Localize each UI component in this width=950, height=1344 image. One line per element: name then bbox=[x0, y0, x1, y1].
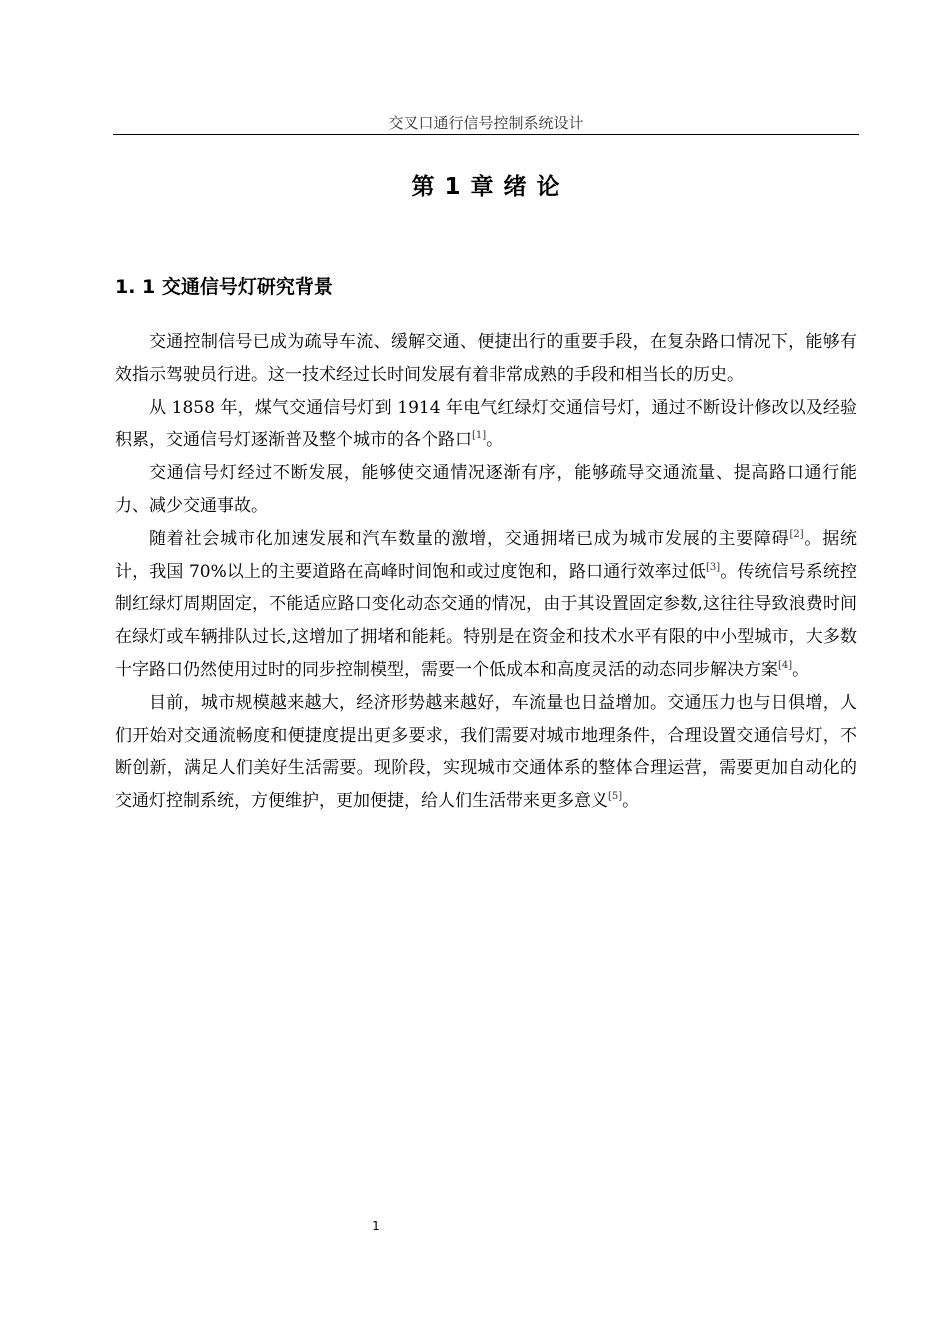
paragraph bbox=[115, 687, 857, 818]
citation-reference: [3] bbox=[705, 561, 721, 573]
citation-reference: [5] bbox=[608, 791, 623, 803]
paragraph-text: 。 bbox=[792, 659, 810, 680]
paragraph-text: 。据统计，我国 70%以上的主要道路在高峰时间饱和或过度饱和，路口通行效率过低 bbox=[115, 528, 858, 582]
paragraph-text: 交通控制信号已成为疏导车流、缓解交通、便捷出行的重要手段，在复杂路口情况下，能够有效指示驾驶员行进。这一技术经过长时间发展有着非常成熟的手段和相当长的历史。 bbox=[115, 332, 857, 385]
paragraph-text: 目前，城市规模越来越大，经济形势越来越好，车流量也日益增加。交通压力也与日俱增，人们开始对交通流畅度和便捷度提出更多要求，我们需要对城市地理条件，合理设置交通信号灯，不断创新，满足人们美好生活需要。现阶段，实现城市交通体系的整体合理运营，需要更加自动化的交通灯控制系统，方便维护，更加便捷，给人们生活带来更多意义 bbox=[115, 692, 857, 812]
paragraph-text: 随着社会城市化加速发展和汽车数量的激增，交通拥堵已成为城市发展的主要障碍 bbox=[149, 528, 790, 549]
paragraph bbox=[115, 457, 857, 523]
citation-reference: [1] bbox=[472, 430, 487, 442]
page-number: 1 bbox=[372, 1219, 380, 1233]
header-rule bbox=[113, 134, 859, 135]
running-header: 交叉口通行信号控制系统设计 bbox=[388, 114, 584, 132]
section-title: 1. 1 交通信号灯研究背景 bbox=[115, 276, 333, 298]
paragraph-text: 交通信号灯经过不断发展，能够使交通情况逐渐有序，能够疏导交通流量、提高路口通行能力、减少交通事故。 bbox=[115, 463, 857, 516]
paragraph-text: 。 bbox=[622, 791, 640, 812]
citation-reference: [2] bbox=[789, 528, 804, 540]
paragraph bbox=[115, 326, 857, 392]
chapter-title: 第 1 章 绪 论 bbox=[411, 174, 561, 200]
paragraph-text: 。 bbox=[486, 430, 504, 451]
paragraph bbox=[115, 523, 857, 687]
paragraph-text: 从 1858 年，煤气交通信号灯到 1914 年电气红绿灯交通信号灯，通过不断设计修改以及经验积累，交通信号灯逐渐普及整个城市的各个路口 bbox=[115, 397, 857, 451]
paragraph bbox=[115, 392, 857, 458]
citation-reference: [4] bbox=[778, 659, 793, 671]
paragraph-text: 。传统信号系统控制红绿灯周期固定，不能适应路口变化动态交通的情况，由于其设置固定参数,这往往导致浪费时间在绿灯或车辆排队过长,这增加了拥堵和能耗。特别是在资金和技术水平有限的中小型城市，大多数十字路口仍然使用过时的同步控制模型，需要一个低成本和高度灵活的动态同步解决方案 bbox=[115, 561, 858, 680]
body-text bbox=[115, 326, 857, 818]
